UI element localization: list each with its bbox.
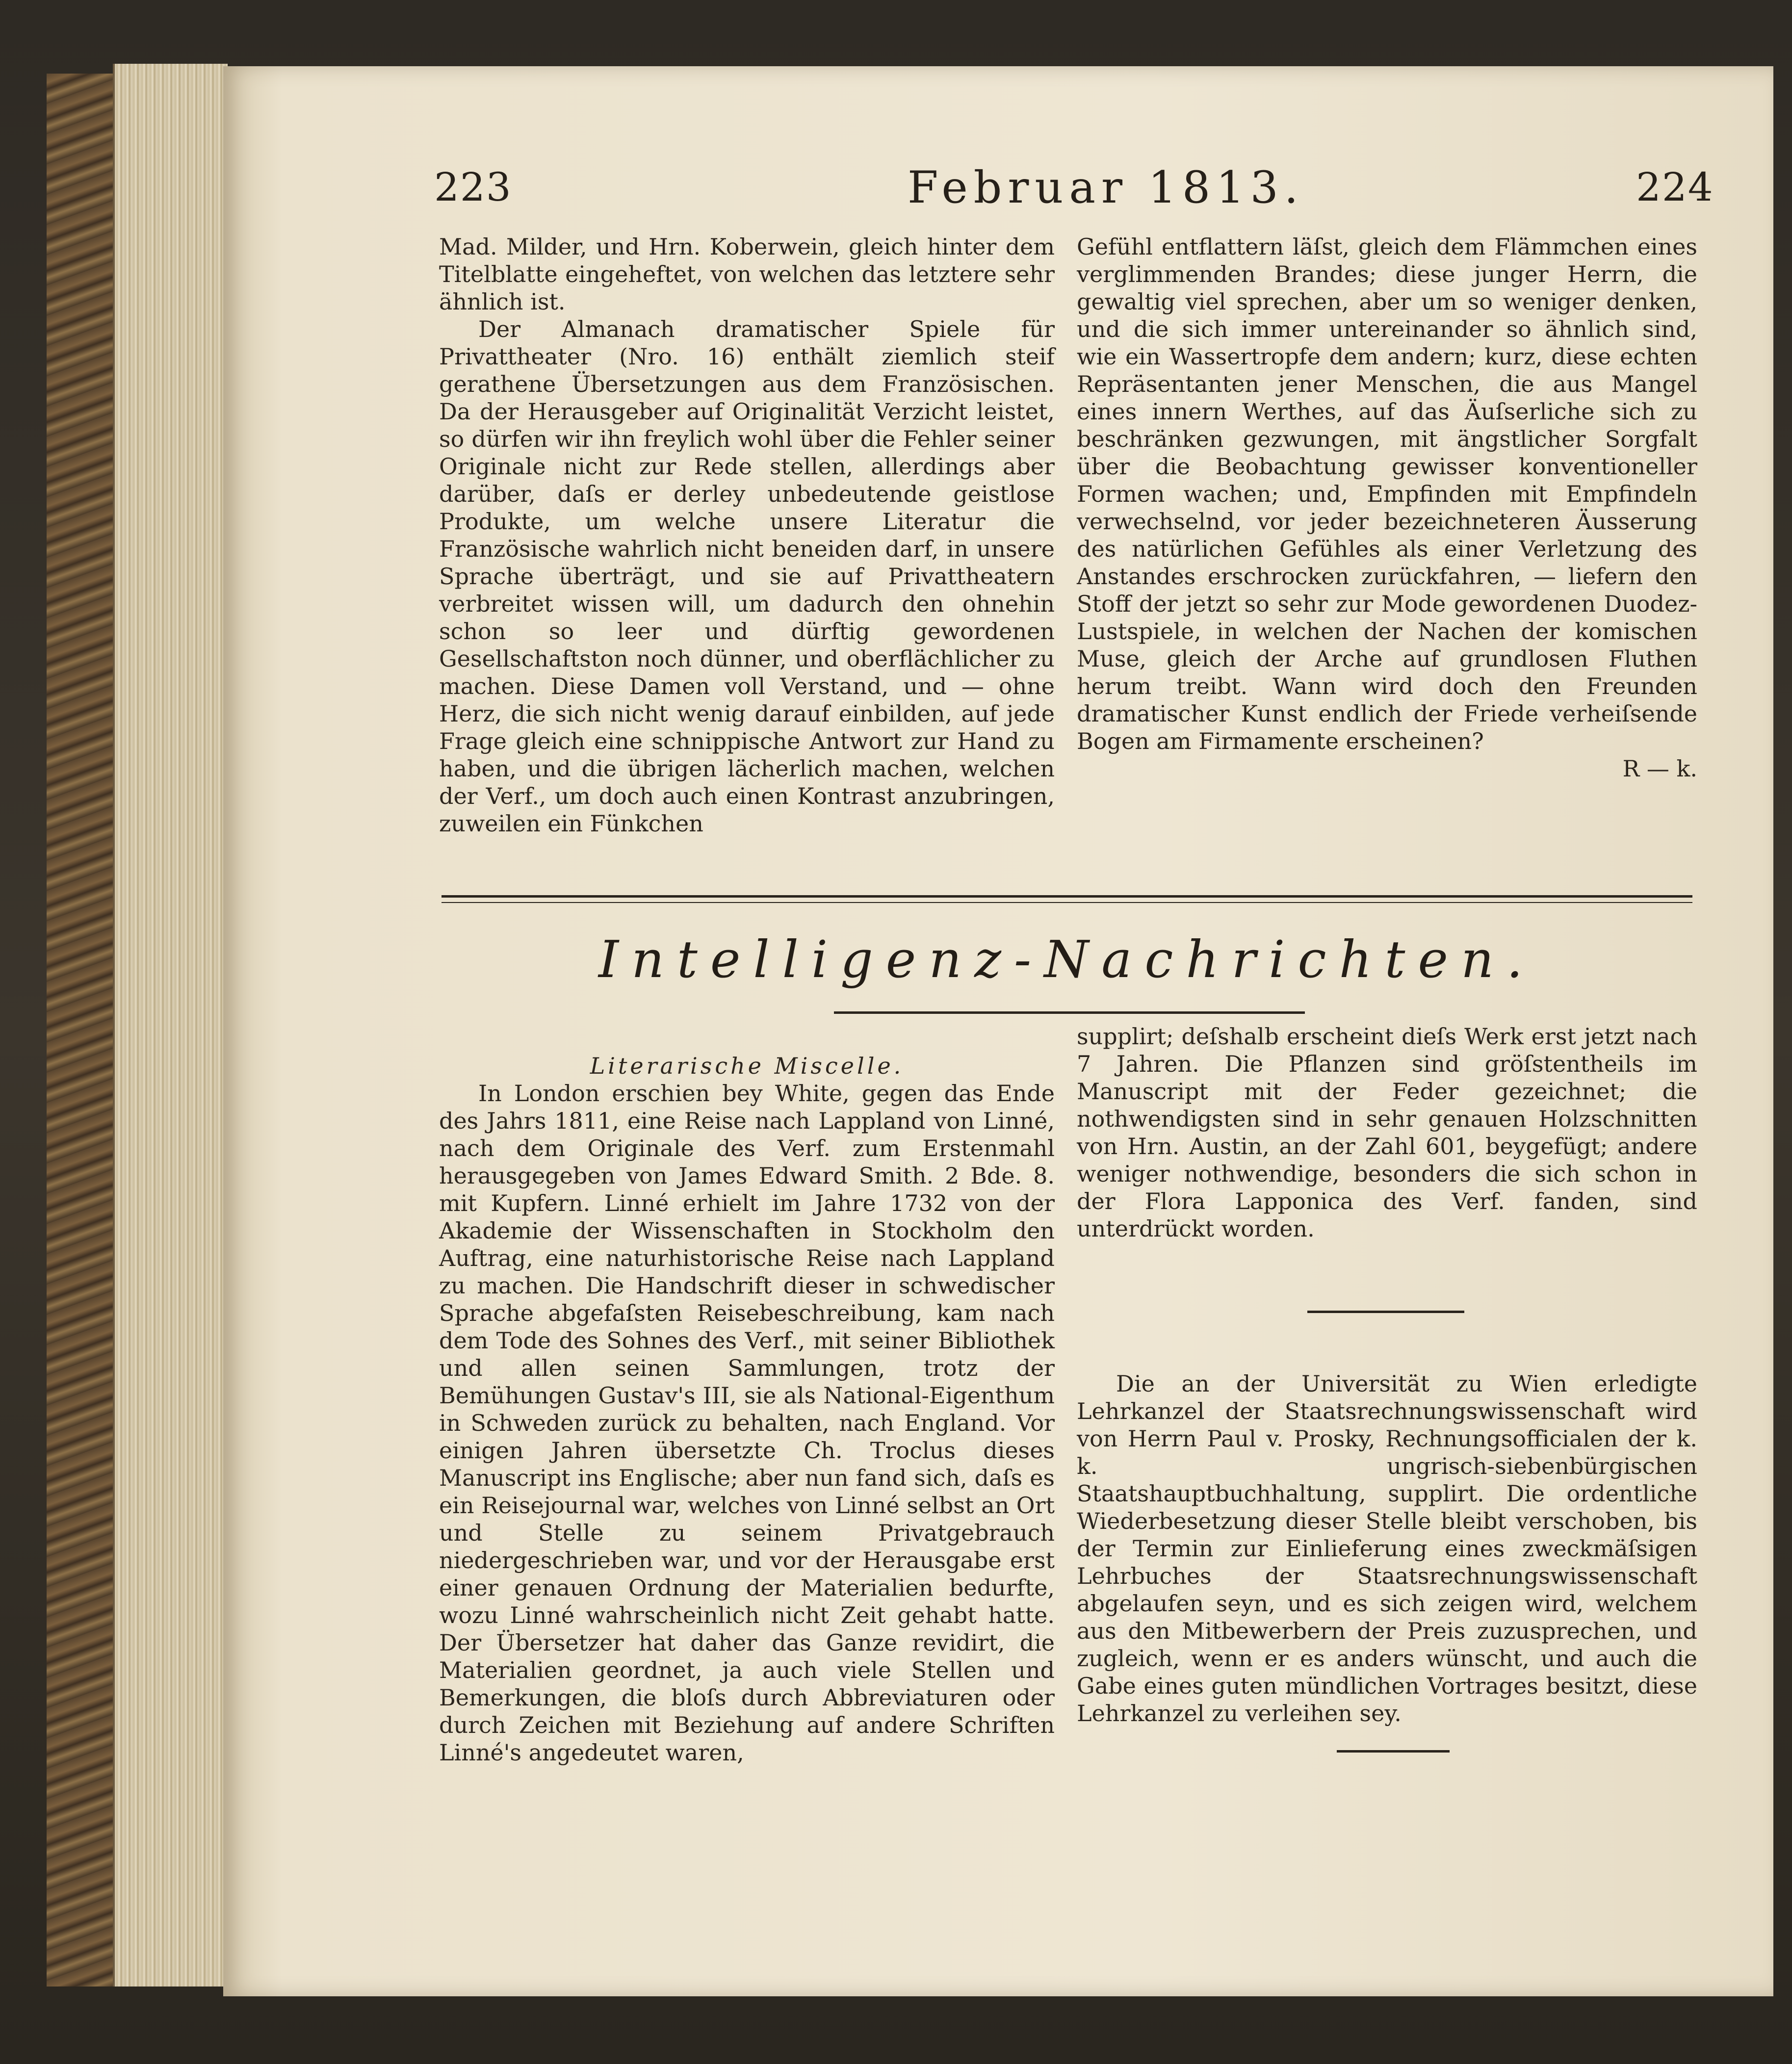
upper-right-column: [1077, 233, 1697, 782]
lower-right-column: [1077, 1023, 1697, 1727]
page-stack-edge: [113, 64, 228, 1987]
upper-left-column: [439, 233, 1055, 837]
paragraph: Die an der Universität zu Wien erledigte Lehrkanzel der Staatsrechnungswissenschaft wird von Herrn Paul v. Prosky, Rechnungsofficialen der k. k. ungrisch-siebenbürgischen Staatshauptbuchhaltung, supplirt. Die ordentliche Wiederbesetzung dieser Stelle bleibt verschoben, bis der Termin zur Einlieferung eines zweckmäſsigen Lehrbuches der Staatsrechnungswissenschaft abgelaufen seyn, und es sich zeigen wird, welchem aus den Mitbewerbern der Preis zuzusprechen, und zugleich, wenn er es anders wünscht, und auch die Gabe eines guten mündlichen Vortrages besitzt, diese Lehrkanzel zu verleihen sey.: [1077, 1370, 1697, 1727]
end-separator: [1337, 1750, 1450, 1753]
paragraph: In London erschien bey White, gegen das Ende des Jahrs 1811, eine Reise nach Lappland von Linné, nach dem Originale des Verf. zum Erstenmahl herausgegeben von James Edward Smith. 2 Bde. 8. mit Kupfern. Linné erhielt im Jahre 1732 von der Akademie der Wissenschaften in Stockholm den Auftrag, eine naturhistorische Reise nach Lappland zu machen. Die Handschrift dieser in schwedischer Sprache abgefaſsten Reisebeschreibung, kam nach dem Tode des Sohnes des Verf., mit seiner Bibliothek und allen seinen Sammlungen, trotz der Bemühungen Gustav's III, sie als National-Eigenthum in Schweden zurück zu behalten, nach England. Vor einigen Jahren übersetzte Ch. Troclus dieses Manuscript ins Englische; aber nun fand sich, daſs es ein Reisejournal war, welches von Linné selbst an Ort und Stelle zu seinem Privatgebrauch niedergeschrieben war, und vor der Herausgabe erst einer genauen Ordnung der Materialien bedurfte, wozu Linné wahrscheinlich nicht Zeit gehabt hatte. Der Übersetzer hat daher das Ganze revidirt, die Materialien geordnet, ja auch viele Stellen und Bemerkungen, die bloſs durch Abbreviaturen oder durch Zeichen mit Beziehung auf andere Schriften Linné's angedeutet waren,: [439, 1080, 1055, 1766]
article-separator: [1307, 1311, 1464, 1313]
paragraph: Gefühl entflattern läſst, gleich dem Flämmchen eines verglimmenden Brandes; diese junger Herrn, die gewaltig viel sprechen, aber um so weniger denken, und die sich immer untereinander so ähnlich sind, wie ein Wassertropfe dem andern; kurz, diese echten Repräsentanten jener Menschen, die aus Mangel eines innern Werthes, auf das Äuſserliche sich zu beschränken gezwungen, mit ängstlicher Sorgfalt über die Beobachtung gewisser konventioneller Formen wachen; und, Empfinden mit Empfindeln verwechselnd, vor jeder bezeichneteren Äusserung des natürlichen Gefühles als einer Verletzung des Anstandes erschrocken zurückfahren, — liefern den Stoff der jetzt so sehr zur Mode gewordenen Duodez-Lustspiele, in welchen der Nachen der komischen Muse, gleich der Arche auf grundlosen Fluthen herum treibt. Wann wird doch den Freunden dramatischer Kunst endlich der Friede verheiſsende Bogen am Firmamente erscheinen?: [1077, 233, 1697, 754]
title-underline: [834, 1011, 1305, 1014]
section-title: Intelligenz-Nachrichten.: [598, 929, 1536, 989]
running-title: Februar 1813.: [908, 162, 1304, 213]
lower-left-column: [439, 1052, 1055, 1766]
paragraph: supplirt; deſshalb erscheint dieſs Werk erst jetzt nach 7 Jahren. Die Pflanzen sind gröſstentheils im Manuscript mit der Feder gezeichnet; die nothwendigsten sind in sehr genauen Holzschnitten von Hrn. Austin, an der Zahl 601, beygefügt; andere weniger nothwendige, besonders die sich schon in der Flora Lapponica des Verf. fanden, sind unterdrückt worden.: [1077, 1023, 1697, 1242]
article-heading: Literarische Miscelle.: [590, 1053, 904, 1079]
paragraph: Mad. Milder, und Hrn. Koberwein, gleich hinter dem Titelblatte eingeheftet, von welchen das letztere sehr ähnlich ist.: [439, 233, 1055, 315]
page-number-left: 223: [434, 164, 512, 210]
spacer: [1077, 1242, 1697, 1370]
paragraph: Der Almanach dramatischer Spiele für Privattheater (Nro. 16) enthält ziemlich steif gerathene Übersetzungen aus dem Französischen. Da der Herausgeber auf Originalität Verzicht leistet, so dürfen wir ihn freylich wohl über die Fehler seiner Originale nicht zur Rede stellen, allerdings aber darüber, daſs er derley unbedeutende geistlose Produkte, um welche unsere Literatur die Französische wahrlich nicht beneiden darf, in unsere Sprache überträgt, und sie auf Privattheatern verbreitet wissen will, um dadurch den ohnehin schon so leer und dürftig gewordenen Gesellschaftston noch dünner, und oberflächlicher zu machen. Diese Damen voll Verstand, und — ohne Herz, die sich nicht wenig darauf einbilden, auf jede Frage gleich eine schnippische Antwort zur Hand zu haben, und die übrigen lächerlich machen, welchen der Verf., um doch auch einen Kontrast anzubringen, zuweilen ein Fünkchen: [439, 316, 1055, 837]
author-signature: R — k.: [1622, 755, 1697, 782]
page-number-right: 224: [1636, 164, 1714, 210]
book-cover-edge: [47, 74, 123, 1987]
section-divider: [442, 895, 1692, 903]
